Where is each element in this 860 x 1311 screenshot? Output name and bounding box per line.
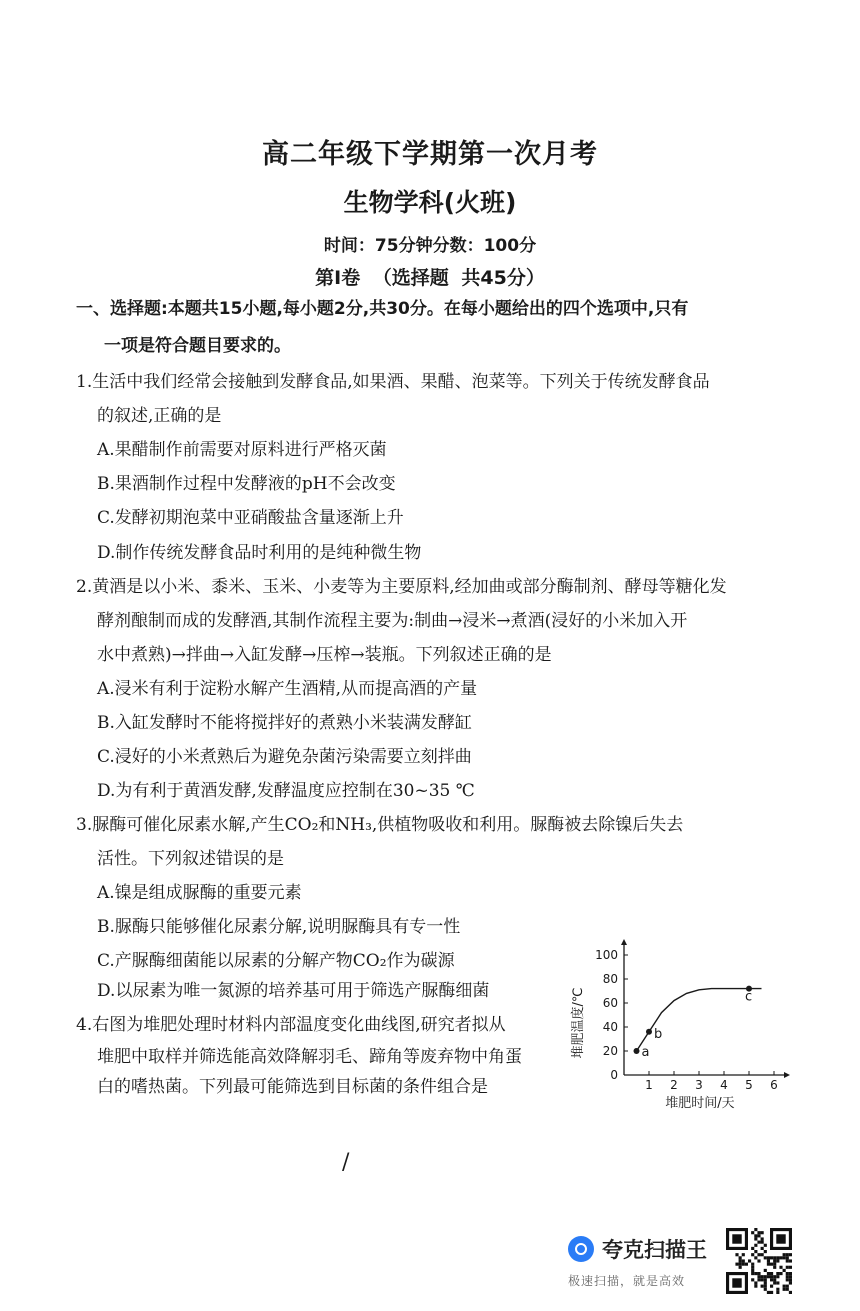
question-4-stem: 4.右图为堆肥处理时材料内部温度变化曲线图,研究者拟从 [76, 1015, 506, 1035]
section-instructions-line1: 一、选择题:本题共15小题,每小题2分,共30分。在每小题给出的四个选项中,只有 [76, 299, 689, 319]
question-4-stem-cont: 堆肥中取样并筛选能高效降解羽毛、蹄角等废弃物中角蛋 [97, 1047, 522, 1067]
question-3-option-a: A.镍是组成脲酶的重要元素 [97, 883, 302, 903]
point-label-b: b [654, 1026, 663, 1042]
x-tick-label: 3 [695, 1078, 703, 1092]
point-label-a: a [641, 1045, 650, 1060]
data-point-a [634, 1048, 640, 1054]
question-3-option-c: C.产脲酶细菌能以尿素的分解产物CO₂作为碳源 [97, 951, 455, 971]
stray-mark: / [342, 1150, 350, 1175]
question-3-option-d: D.以尿素为唯一氮源的培养基可用于筛选产脲酶细菌 [97, 981, 490, 1001]
question-2-stem: 2.黄酒是以小米、黍米、玉米、小麦等为主要原料,经加曲或部分酶制剂、酵母等糖化发 [76, 577, 727, 597]
y-tick-label: 100 [595, 948, 618, 962]
y-tick-label: 80 [602, 972, 618, 986]
x-tick-label: 1 [645, 1078, 653, 1092]
exam-title: 高二年级下学期第一次月考 [262, 139, 598, 170]
question-1-option-b: B.果酒制作过程中发酵液的pH不会改变 [97, 474, 396, 494]
section-instructions-line2: 一项是符合题目要求的。 [104, 336, 291, 356]
question-2-stem-cont: 酵剂酿制而成的发酵酒,其制作流程主要为:制曲→浸米→煮酒(浸好的小米加入开 [97, 611, 688, 631]
question-1-option-d: D.制作传统发酵食品时利用的是纯种微生物 [97, 543, 422, 563]
y-axis-label: 堆肥温度/℃ [571, 987, 586, 1059]
question-2-stem-cont2: 水中煮熟)→拌曲→入缸发酵→压榨→装瓶。下列叙述正确的是 [97, 645, 552, 665]
x-tick-label: 5 [745, 1078, 753, 1092]
question-4-stem-cont2: 白的嗜热菌。下列最可能筛选到目标菌的条件组合是 [97, 1077, 488, 1097]
question-2-option-b: B.入缸发酵时不能将搅拌好的煮熟小米装满发酵缸 [97, 713, 472, 733]
qr-code-icon [726, 1228, 792, 1294]
question-3-stem: 3.脲酶可催化尿素水解,产生CO₂和NH₃,供植物吸收和利用。脲酶被去除镍后失去 [76, 815, 684, 835]
question-2-option-c: C.浸好的小米煮熟后为避免杂菌污染需要立刻拌曲 [97, 747, 472, 767]
x-tick-label: 6 [770, 1078, 778, 1092]
x-tick-label: 4 [720, 1078, 728, 1092]
y-tick-label: 0 [610, 1068, 618, 1082]
data-point-b [646, 1029, 652, 1035]
question-3-stem-cont: 活性。下列叙述错误的是 [97, 849, 284, 869]
quark-logo-icon [568, 1236, 594, 1262]
watermark-slogan: 极速扫描，就是高效 [568, 1274, 686, 1288]
question-3-option-b: B.脲酶只能够催化尿素分解,说明脲酶具有专一性 [97, 917, 461, 937]
question-1-stem-cont: 的叙述,正确的是 [97, 406, 222, 426]
volume-heading: 第Ⅰ卷 （选择题 共45分） [315, 267, 545, 289]
point-label-c: c [745, 989, 753, 1005]
watermark-name: 夸克扫描王 [602, 1238, 707, 1262]
question-1-option-a: A.果醋制作前需要对原料进行严格灭菌 [97, 440, 387, 460]
question-1-option-c: C.发酵初期泡菜中亚硝酸盐含量逐渐上升 [97, 508, 404, 528]
x-axis-label: 堆肥时间/天 [665, 1096, 735, 1111]
exam-info: 时间：75分钟分数：100分 [323, 236, 537, 256]
question-1-stem: 1.生活中我们经常会接触到发酵食品,如果酒、果醋、泡菜等。下列关于传统发酵食品 [76, 372, 710, 392]
y-axis-arrow-icon [621, 939, 627, 945]
y-tick-label: 60 [602, 996, 618, 1010]
x-tick-label: 2 [670, 1078, 678, 1092]
y-tick-label: 40 [602, 1020, 618, 1034]
exam-subject: 生物学科(火班) [343, 188, 517, 217]
question-2-option-d: D.为有利于黄酒发酵,发酵温度应控制在30~35 ℃ [97, 781, 475, 801]
x-axis-arrow-icon [784, 1072, 790, 1078]
compost-temperature-chart [560, 935, 800, 1120]
y-tick-label: 20 [602, 1044, 618, 1058]
question-2-option-a: A.浸米有利于淀粉水解产生酒精,从而提高酒的产量 [97, 679, 478, 699]
scanner-watermark [566, 1232, 726, 1292]
